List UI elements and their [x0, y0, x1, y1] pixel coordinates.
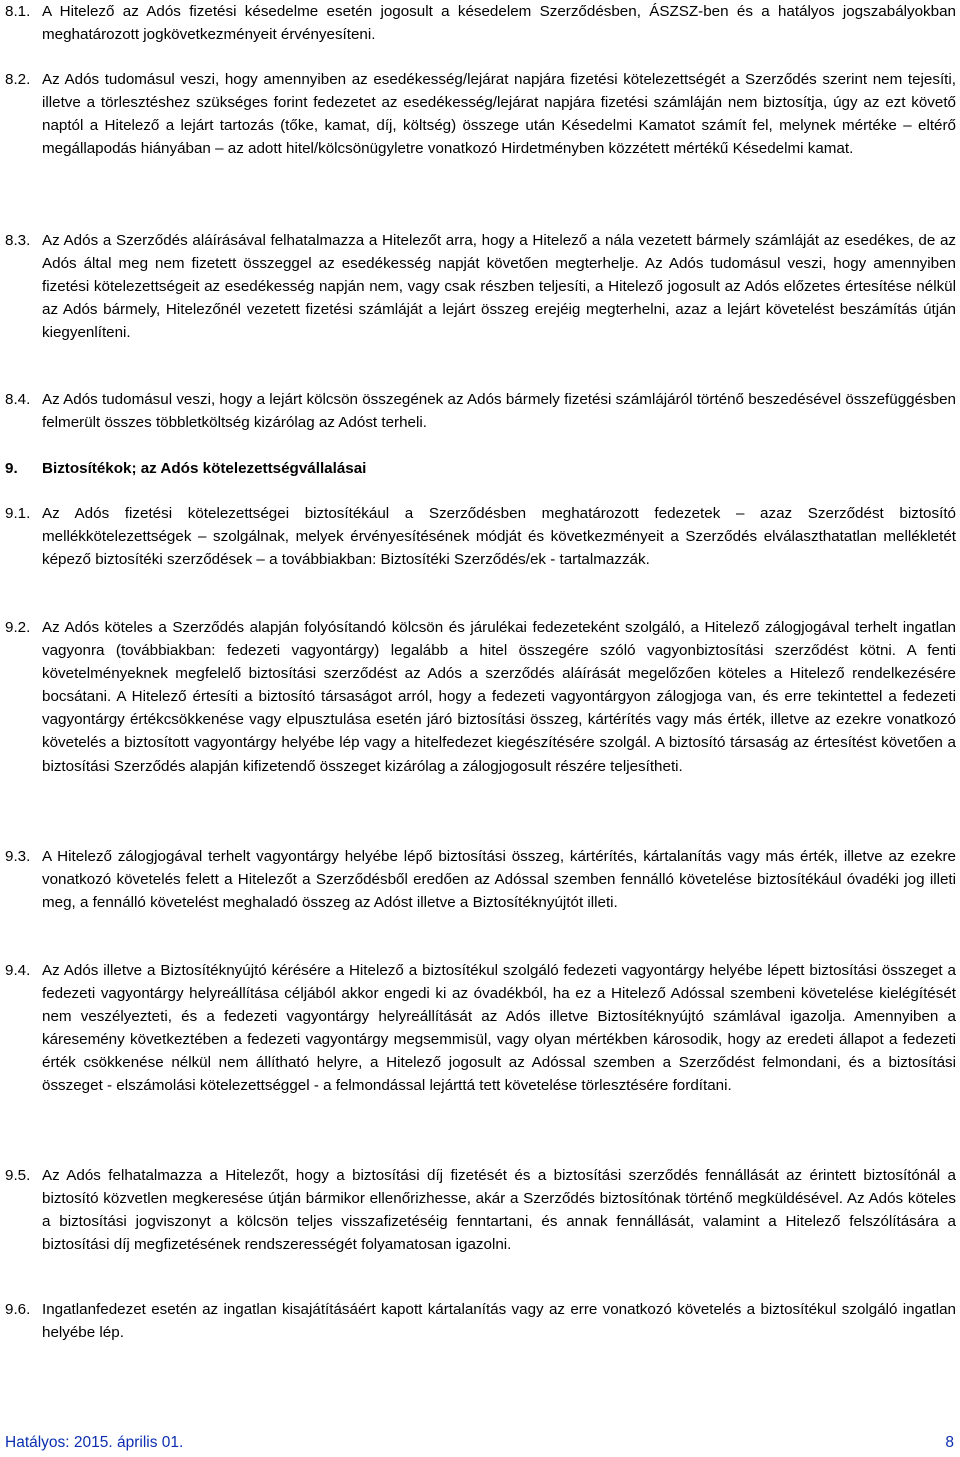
footer-page-number: 8 [945, 1434, 954, 1451]
clause-9-6 [0, 1298, 956, 1344]
clause-9-5 [0, 1164, 956, 1256]
clause-text: Az Adós tudomásul veszi, hogy a lejárt kölcsön összegének az Adós bármely fizetési számlájáról történő beszedésével összefüggésben felmerült összes többletköltség kizárólag az Adóst terheli. [42, 391, 956, 432]
clause-9-4 [0, 959, 956, 1098]
clause-text: Az Adós köteles a Szerződés alapján folyósítandó kölcsön és járulékai fedezeteként szolgáló, a Hitelező zálogjogával terhelt ingatlan vagyonra (továbbiakban: fedezeti vagyontárgy) legalább a hitel összegére szóló vagyonbiztosítási szerződést kötni. A fenti követelményeknek megfelelő biztosítási szerződést az Adós a szerződés aláírását megelőzően köteles a Hitelező rendelkezésére bocsátani. A Hitelező értesíti a biztosító társaságot arról, hogy a fedezeti vagyontárgyon zálogjoga van, és erre tekintettel a fedezeti vagyontárgy értékcsökkenése vagy elpusztulása esetén járó biztosítási összeg, kártérítés vagy más érték, illetve az ezekre vonatkozó követelés a biztosított vagyontárgy helyébe lép vagy a hitelfedezet kiegészítésére szolgál. A biztosító társaság az értesítést követően a biztosítási Szerződés alapján kifizetendő összeget kizárólag a zálogjogosult részére teljesítheti. [42, 619, 956, 775]
clause-8-3 [0, 229, 956, 344]
section-heading [0, 457, 956, 480]
footer-effective-date: Hatályos: 2015. április 01. [5, 1434, 184, 1451]
clause-text: Az Adós illetve a Biztosítéknyújtó kérésére a Hitelező a biztosítékul szolgáló fedezeti vagyontárgy helyébe lépett biztosítási összeget a fedezeti vagyontárgy helyreállítása céljából akkor engedi ki az óvadékból, ha ez a Hitelező Adóssal szembeni követelése kielégítését nem veszélyezteti, és a fedezeti vagyontárgy helyreállítását az Adós illetve Biztosítéknyújtó számlával igazolja. Amennyiben a káresemény következtében a fedezeti vagyontárgy megsemmisül, vagy olyan mértékben károsodik, hogy az eredeti állapot a fedezeti érték csökkenése nélkül nem állítható helyre, a Hitelező jogosult az Adóssal szemben a Szerződést felmondani, és a biztosítási összeget - elszámolási kötelezettséggel - a felmondással lejárttá tett követelése törlesztésére fordítani. [42, 962, 956, 1095]
clause-number: 8.1. [5, 3, 31, 20]
clause-text: A Hitelező zálogjogával terhelt vagyontárgy helyébe lépő biztosítási összeg, kártérítés, kártalanítás vagy más érték, illetve az ezekre vonatkozó követelés felett a Hitelezőt a Szerződésből eredően az Adóssal szemben fennálló követelése biztosítékául óvadéki jog illeti meg, a fennálló követelést meghaladó összeg az Adóst illetve a Biztosítéknyújtót illeti. [42, 848, 956, 912]
clause-number: 8.4. [5, 391, 31, 408]
clause-number: 9.5. [5, 1167, 31, 1184]
clause-9-3 [0, 845, 956, 914]
clause-number: 8.3. [5, 232, 31, 249]
clause-text: Az Adós a Szerződés aláírásával felhatalmazza a Hitelezőt arra, hogy a Hitelező a nála vezetett bármely számláját az esedékes, de az Adós által meg nem fizetett összeggel az esedékesség napját követően megterhelje. Az Adós tudomásul veszi, hogy amennyiben fizetési kötelezettségeit az esedékesség napján nem, vagy csak részben teljesíti, a Hitelező jogosult az Adós előzetes értesítése nélkül az Adós bármely, Hitelezőnél vezetett fizetési számláját a lejárt összeg erejéig megterhelni, azaz a lejárt követelést beszámítás útján kiegyenlíteni. [42, 232, 956, 342]
clause-number: 9.4. [5, 962, 31, 979]
clause-9-1 [0, 502, 956, 571]
section-title: Biztosítékok; az Adós kötelezettségvállalásai [42, 460, 367, 477]
clause-text: Ingatlanfedezet esetén az ingatlan kisajátításáért kapott kártalanítás vagy az erre vonatkozó követelés a biztosítékul szolgáló ingatlan helyébe lép. [42, 1301, 956, 1342]
clause-number: 9.6. [5, 1301, 31, 1318]
clause-text: Az Adós felhatalmazza a Hitelezőt, hogy a biztosítási díj fizetését és a biztosítási szerződés fennállását az érintett biztosítónál a biztosító közvetlen megkeresése útján bármikor ellenőrizhesse, akár a Szerződés biztosítónak történő megküldésével. Az Adós köteles a biztosítási jogviszonyt a kölcsön teljes visszafizetéséig fenntartani, és annak fennállását, valamint a Hitelező felszólítására a biztosítási díj megfizetésének rendszerességét folyamatosan igazolni. [42, 1167, 956, 1254]
clause-8-2 [0, 68, 956, 160]
clause-number: 8.2. [5, 71, 31, 88]
clause-number: 9.1. [5, 505, 31, 522]
section-number: 9. [5, 460, 18, 477]
clause-8-1 [0, 0, 956, 46]
clause-number: 9.2. [5, 619, 31, 636]
clause-8-4 [0, 388, 956, 434]
clause-text: Az Adós fizetési kötelezettségei biztosítékául a Szerződésben meghatározott fedezetek – azaz Szerződést biztosító mellékkötelezettségek – szolgálnak, melyek érvényesítésének módját és következményeit a Szerződés elválaszthatatlan mellékletét képező biztosítéki szerződések – a továbbiakban: Biztosítéki Szerződés/ek - tartalmazzák. [42, 505, 956, 569]
clause-text: A Hitelező az Adós fizetési késedelme esetén jogosult a késedelem Szerződésben, ÁSZSZ-ben és a hatályos jogszabályokban meghatározott jogkövetkezményeit érvényesíteni. [42, 3, 956, 44]
clause-number: 9.3. [5, 848, 31, 865]
clause-text: Az Adós tudomásul veszi, hogy amennyiben az esedékesség/lejárat napjára fizetési kötelezettségét a Szerződés szerint nem tejesíti, illetve a törlesztéshez szükséges forint fedezetet az esedékesség/lejárat napjára fizetési számláján nem biztosítja, úgy az ezt követő naptól a Hitelező a lejárt tartozás (tőke, kamat, díj, költség) összege után Késedelmi Kamatot számít fel, melynek mértéke – eltérő megállapodás hiányában – az adott hitel/kölcsönügyletre vonatkozó Hirdetményben közzétett mértékű Késedelmi kamat. [42, 71, 956, 158]
clause-9-2 [0, 616, 956, 778]
